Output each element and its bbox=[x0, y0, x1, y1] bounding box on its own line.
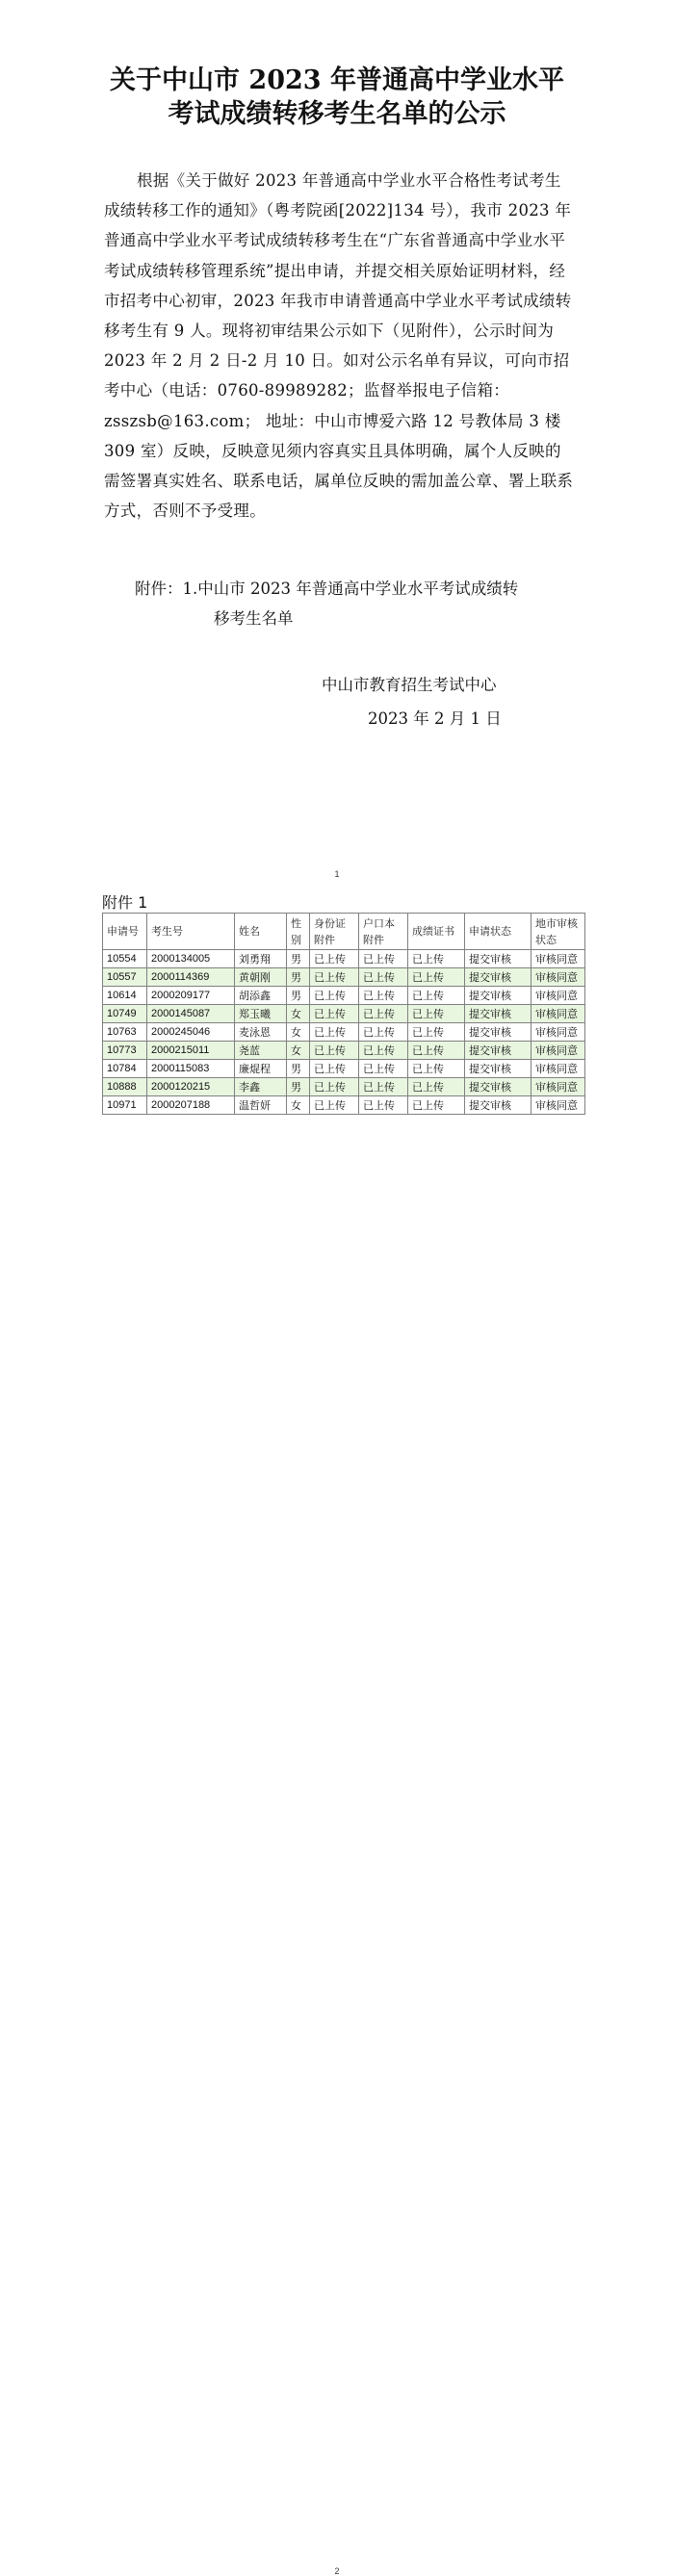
table-cell: 提交审核 bbox=[465, 1078, 531, 1096]
table-cell: 提交审核 bbox=[465, 950, 531, 968]
announcement-body bbox=[104, 166, 576, 526]
table-cell: 刘勇翔 bbox=[235, 950, 287, 968]
table-cell: 10763 bbox=[103, 1023, 147, 1042]
table-row bbox=[103, 968, 585, 987]
issuing-organization: 中山市教育招生考试中心 bbox=[322, 676, 497, 694]
table-cell: 10614 bbox=[103, 987, 147, 1005]
table-cell: 10784 bbox=[103, 1060, 147, 1078]
column-header: 申请状态 bbox=[465, 914, 531, 950]
table-cell: 黄朝刚 bbox=[235, 968, 287, 987]
table-cell: 已上传 bbox=[408, 1078, 465, 1096]
table-cell: 女 bbox=[287, 1042, 310, 1060]
table-cell: 2000245046 bbox=[147, 1023, 235, 1042]
table-cell: 已上传 bbox=[310, 1060, 359, 1078]
table-cell: 2000207188 bbox=[147, 1096, 235, 1115]
table-cell: 提交审核 bbox=[465, 1005, 531, 1023]
table-row bbox=[103, 1096, 585, 1115]
table-cell: 审核同意 bbox=[531, 987, 585, 1005]
column-header: 成绩证书 bbox=[408, 914, 465, 950]
table-cell: 男 bbox=[287, 1078, 310, 1096]
table-cell: 2000209177 bbox=[147, 987, 235, 1005]
table-cell: 已上传 bbox=[408, 1042, 465, 1060]
table-cell: 10554 bbox=[103, 950, 147, 968]
table-cell: 已上传 bbox=[359, 1042, 408, 1060]
table-cell: 2000145087 bbox=[147, 1005, 235, 1023]
column-header: 姓名 bbox=[235, 914, 287, 950]
table-cell: 女 bbox=[287, 1005, 310, 1023]
table-cell: 已上传 bbox=[310, 968, 359, 987]
table-cell: 2000115083 bbox=[147, 1060, 235, 1078]
document-title-line-1: 关于中山市 2023 年普通高中学业水平 bbox=[110, 65, 564, 95]
attachment-note-line-1: 附件：1.中山市 2023 年普通高中学业水平考试成绩转 bbox=[135, 580, 519, 598]
table-cell: 已上传 bbox=[310, 1096, 359, 1115]
table-cell: 已上传 bbox=[359, 987, 408, 1005]
table-cell: 提交审核 bbox=[465, 1096, 531, 1115]
table-cell: 已上传 bbox=[408, 1023, 465, 1042]
table-cell: 已上传 bbox=[408, 968, 465, 987]
table-cell: 已上传 bbox=[359, 1060, 408, 1078]
table-header-row bbox=[103, 914, 585, 950]
table-cell: 提交审核 bbox=[465, 1060, 531, 1078]
table-cell: 审核同意 bbox=[531, 968, 585, 987]
table-cell: 审核同意 bbox=[531, 1078, 585, 1096]
table-cell: 女 bbox=[287, 1023, 310, 1042]
table-cell: 已上传 bbox=[310, 1005, 359, 1023]
column-header: 考生号 bbox=[147, 914, 235, 950]
table-cell: 10557 bbox=[103, 968, 147, 987]
table-cell: 审核同意 bbox=[531, 1042, 585, 1060]
table-row bbox=[103, 1042, 585, 1060]
table-row bbox=[103, 950, 585, 968]
column-header: 身份证附件 bbox=[310, 914, 359, 950]
table-cell: 审核同意 bbox=[531, 1096, 585, 1115]
table-cell: 李鑫 bbox=[235, 1078, 287, 1096]
issue-date: 2023 年 2 月 1 日 bbox=[368, 709, 502, 728]
table-cell: 已上传 bbox=[310, 1042, 359, 1060]
table-cell: 郑玉曦 bbox=[235, 1005, 287, 1023]
candidate-table bbox=[102, 913, 585, 1115]
table-cell: 胡添鑫 bbox=[235, 987, 287, 1005]
table-cell: 已上传 bbox=[310, 1023, 359, 1042]
table-row bbox=[103, 1060, 585, 1078]
table-cell: 尧蓝 bbox=[235, 1042, 287, 1060]
table-row bbox=[103, 1023, 585, 1042]
table-cell: 廉焜程 bbox=[235, 1060, 287, 1078]
table-cell: 已上传 bbox=[359, 1005, 408, 1023]
table-cell: 已上传 bbox=[359, 1023, 408, 1042]
table-cell: 男 bbox=[287, 987, 310, 1005]
table-cell: 提交审核 bbox=[465, 1042, 531, 1060]
attachment-label: 附件 1 bbox=[102, 893, 148, 912]
table-cell: 审核同意 bbox=[531, 1005, 585, 1023]
page-number: 2 bbox=[334, 2566, 340, 2576]
table-cell: 已上传 bbox=[359, 968, 408, 987]
table-cell: 审核同意 bbox=[531, 1023, 585, 1042]
table-cell: 10773 bbox=[103, 1042, 147, 1060]
table-cell: 2000120215 bbox=[147, 1078, 235, 1096]
table-cell: 已上传 bbox=[359, 950, 408, 968]
table-row bbox=[103, 1078, 585, 1096]
table-cell: 已上传 bbox=[310, 987, 359, 1005]
table-cell: 提交审核 bbox=[465, 1023, 531, 1042]
document-page-1 bbox=[0, 0, 674, 881]
table-cell: 审核同意 bbox=[531, 950, 585, 968]
table-cell: 已上传 bbox=[310, 950, 359, 968]
table-cell: 已上传 bbox=[310, 1078, 359, 1096]
attachment-note-line-2: 移考生名单 bbox=[214, 609, 294, 628]
column-header: 户口本附件 bbox=[359, 914, 408, 950]
table-cell: 已上传 bbox=[359, 1078, 408, 1096]
table-cell: 10971 bbox=[103, 1096, 147, 1115]
table-cell: 2000134005 bbox=[147, 950, 235, 968]
table-cell: 女 bbox=[287, 1096, 310, 1115]
table-cell: 已上传 bbox=[408, 950, 465, 968]
table-cell: 男 bbox=[287, 950, 310, 968]
table-cell: 已上传 bbox=[359, 1096, 408, 1115]
page-number: 1 bbox=[334, 869, 340, 879]
table-cell: 已上传 bbox=[408, 1060, 465, 1078]
table-cell: 已上传 bbox=[408, 1005, 465, 1023]
announcement-paragraph: 根据《关于做好 2023 年普通高中学业水平合格性考试考生成绩转移工作的通知》（粤考院函[2022]134 号），我市 2023 年普通高中学业水平考试成绩转移考生在“广东省普通高中学业水平考试成绩转移管理系统”提出申请，并提交相关原始证明材料，经市招考中心初审，2023 年我市申请普通高中学业水平考试成绩转移考生有 9 人。现将初审结果公示如下（见附件），公示时间为 2023 年 2 月 2 日-2 月 10 日。如对公示名单有异议，可向市招考中心（电话：0760-89989282；监督举报电子信箱：zsszsb@163.com； 地址：中山市博爱六路 12 号教体局 3 楼 309 室）反映，反映意见须内容真实且具体明确，属个人反映的需签署真实姓名、联系电话，属单位反映的需加盖公章、署上联系方式，否则不予受理。 bbox=[104, 171, 574, 521]
table-cell: 10749 bbox=[103, 1005, 147, 1023]
table-cell: 10888 bbox=[103, 1078, 147, 1096]
table-cell: 提交审核 bbox=[465, 968, 531, 987]
table-cell: 男 bbox=[287, 1060, 310, 1078]
table-cell: 已上传 bbox=[408, 1096, 465, 1115]
table-row bbox=[103, 987, 585, 1005]
table-cell: 温哲妍 bbox=[235, 1096, 287, 1115]
table-cell: 男 bbox=[287, 968, 310, 987]
table-cell: 麦泳恩 bbox=[235, 1023, 287, 1042]
column-header: 地市审核状态 bbox=[531, 914, 585, 950]
column-header: 申请号 bbox=[103, 914, 147, 950]
document-title-line-2: 考试成绩转移考生名单的公示 bbox=[168, 99, 506, 129]
table-cell: 2000114369 bbox=[147, 968, 235, 987]
table-cell: 审核同意 bbox=[531, 1060, 585, 1078]
table-cell: 已上传 bbox=[408, 987, 465, 1005]
table-cell: 2000215011 bbox=[147, 1042, 235, 1060]
column-header: 性别 bbox=[287, 914, 310, 950]
table-row bbox=[103, 1005, 585, 1023]
table-cell: 提交审核 bbox=[465, 987, 531, 1005]
